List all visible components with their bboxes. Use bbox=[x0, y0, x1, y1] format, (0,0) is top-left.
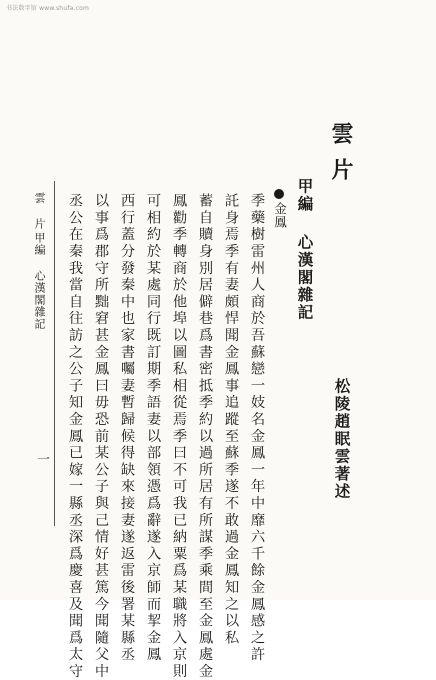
margin-rule bbox=[54, 181, 55, 526]
body-column-2: 託身焉季有妻頗悍聞金鳳事追蹤至蘇季遂不敢過金鳳知之以私 bbox=[223, 193, 239, 647]
body-column-3: 蓄自贖身別居僻巷爲書密抵季約以過所居有所謀季乘間至金鳳處金 bbox=[197, 193, 213, 680]
article-title-text: 金鳳 bbox=[272, 202, 288, 229]
body-column-8: 丞公在秦我當自往訪之公子知金鳳已嫁一縣丞深爲慶喜及聞爲太守 bbox=[67, 193, 83, 680]
article-title bbox=[273, 189, 286, 229]
body-column-7: 以事爲郡守所黜窘甚金鳳曰毋恐前某公子與己情好甚篤今聞隨父中 bbox=[93, 193, 109, 680]
running-head-section: 甲編 心漢閣雜記 bbox=[33, 232, 46, 330]
page-number: 一 bbox=[34, 452, 49, 466]
watermark: 书法数字馆 www.shufa.com bbox=[6, 5, 90, 12]
body-column-5: 可相約於某處同行既訂期季語妻以部領憑爲辭遂入京師而挈金鳳 bbox=[145, 193, 161, 664]
author-line: 松陵趙眠雲著述 bbox=[332, 378, 352, 501]
section-heading: 甲編 心漢閣雜記 bbox=[295, 178, 315, 322]
body-column-4: 鳳勸季轉商於他埠以圖私相從焉季曰不可我已納粟爲某職將入京則 bbox=[171, 193, 187, 680]
book-title: 雲片 bbox=[328, 122, 354, 194]
body-column-6: 西行蓋分發秦中也家書囑妻暫歸候得缺來接妻遂返雷後署某縣丞 bbox=[119, 193, 135, 664]
running-head-book: 雲 片 bbox=[33, 192, 46, 230]
body-column-1: 季藥樹雷州人商於吾蘇戀一妓名金鳳一年中靡六千餘金鳳感之許 bbox=[249, 193, 265, 664]
bullet-icon bbox=[274, 189, 284, 199]
